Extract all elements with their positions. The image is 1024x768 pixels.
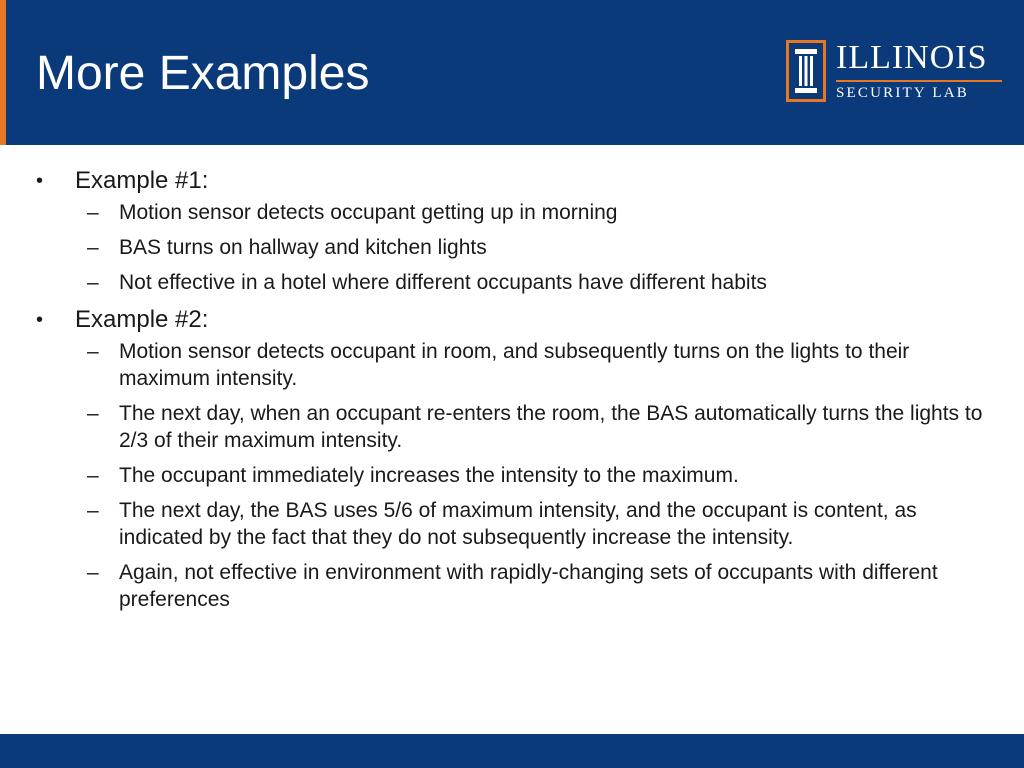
illinois-security-lab-logo (786, 40, 1006, 104)
sub-bullet-text: The next day, when an occupant re-enters the room, the BAS automatically turns the lights to 2/3 of their maximum intensity. (119, 402, 983, 452)
sub-bullet-item (36, 269, 996, 296)
sub-bullet-item (36, 497, 996, 551)
sub-bullet-text: Again, not effective in environment with rapidly-changing sets of occupants with different preferences (119, 561, 938, 611)
logo-divider (836, 80, 1002, 82)
sub-bullet-item (36, 400, 996, 454)
column-emblem-icon (786, 40, 826, 102)
sub-bullet-text: Motion sensor detects occupant in room, and subsequently turns on the lights to their maximum intensity. (119, 340, 910, 390)
bullet-item (36, 304, 996, 336)
slide-title: More Examples (36, 47, 370, 100)
dash-marker: – (87, 561, 99, 584)
sub-bullet-item (36, 199, 996, 226)
dash-marker: – (87, 402, 99, 425)
bullet-text: Example #2: (75, 306, 209, 333)
logo-text-illinois: ILLINOIS (836, 39, 988, 76)
bullet-item (36, 165, 996, 197)
sub-bullet-text: BAS turns on hallway and kitchen lights (119, 236, 487, 259)
sub-bullet-item (36, 559, 996, 613)
logo-text-security-lab: SECURITY LAB (836, 85, 969, 101)
sub-bullet-item (36, 462, 996, 489)
dash-marker: – (87, 464, 99, 487)
sub-bullet-text: The next day, the BAS uses 5/6 of maximum intensity, and the occupant is content, as indicated by the fact that they do not subsequently increase the intensity. (119, 499, 917, 549)
dash-marker: – (87, 201, 99, 224)
slide-footer-bar (0, 734, 1024, 768)
sub-bullet-text: Not effective in a hotel where different occupants have different habits (119, 271, 767, 294)
bullet-text: Example #1: (75, 167, 209, 194)
dash-marker: – (87, 271, 99, 294)
bullet-marker: • (36, 309, 44, 331)
dash-marker: – (87, 340, 99, 363)
sub-bullet-text: The occupant immediately increases the intensity to the maximum. (119, 464, 739, 487)
sub-bullet-text: Motion sensor detects occupant getting up in morning (119, 201, 618, 224)
dash-marker: – (87, 236, 99, 259)
slide-header (0, 0, 1024, 145)
sub-bullet-item (36, 338, 996, 392)
dash-marker: – (87, 499, 99, 522)
bullet-marker: • (36, 170, 44, 192)
slide-body (36, 165, 996, 621)
header-accent-bar (0, 0, 6, 145)
sub-bullet-item (36, 234, 996, 261)
